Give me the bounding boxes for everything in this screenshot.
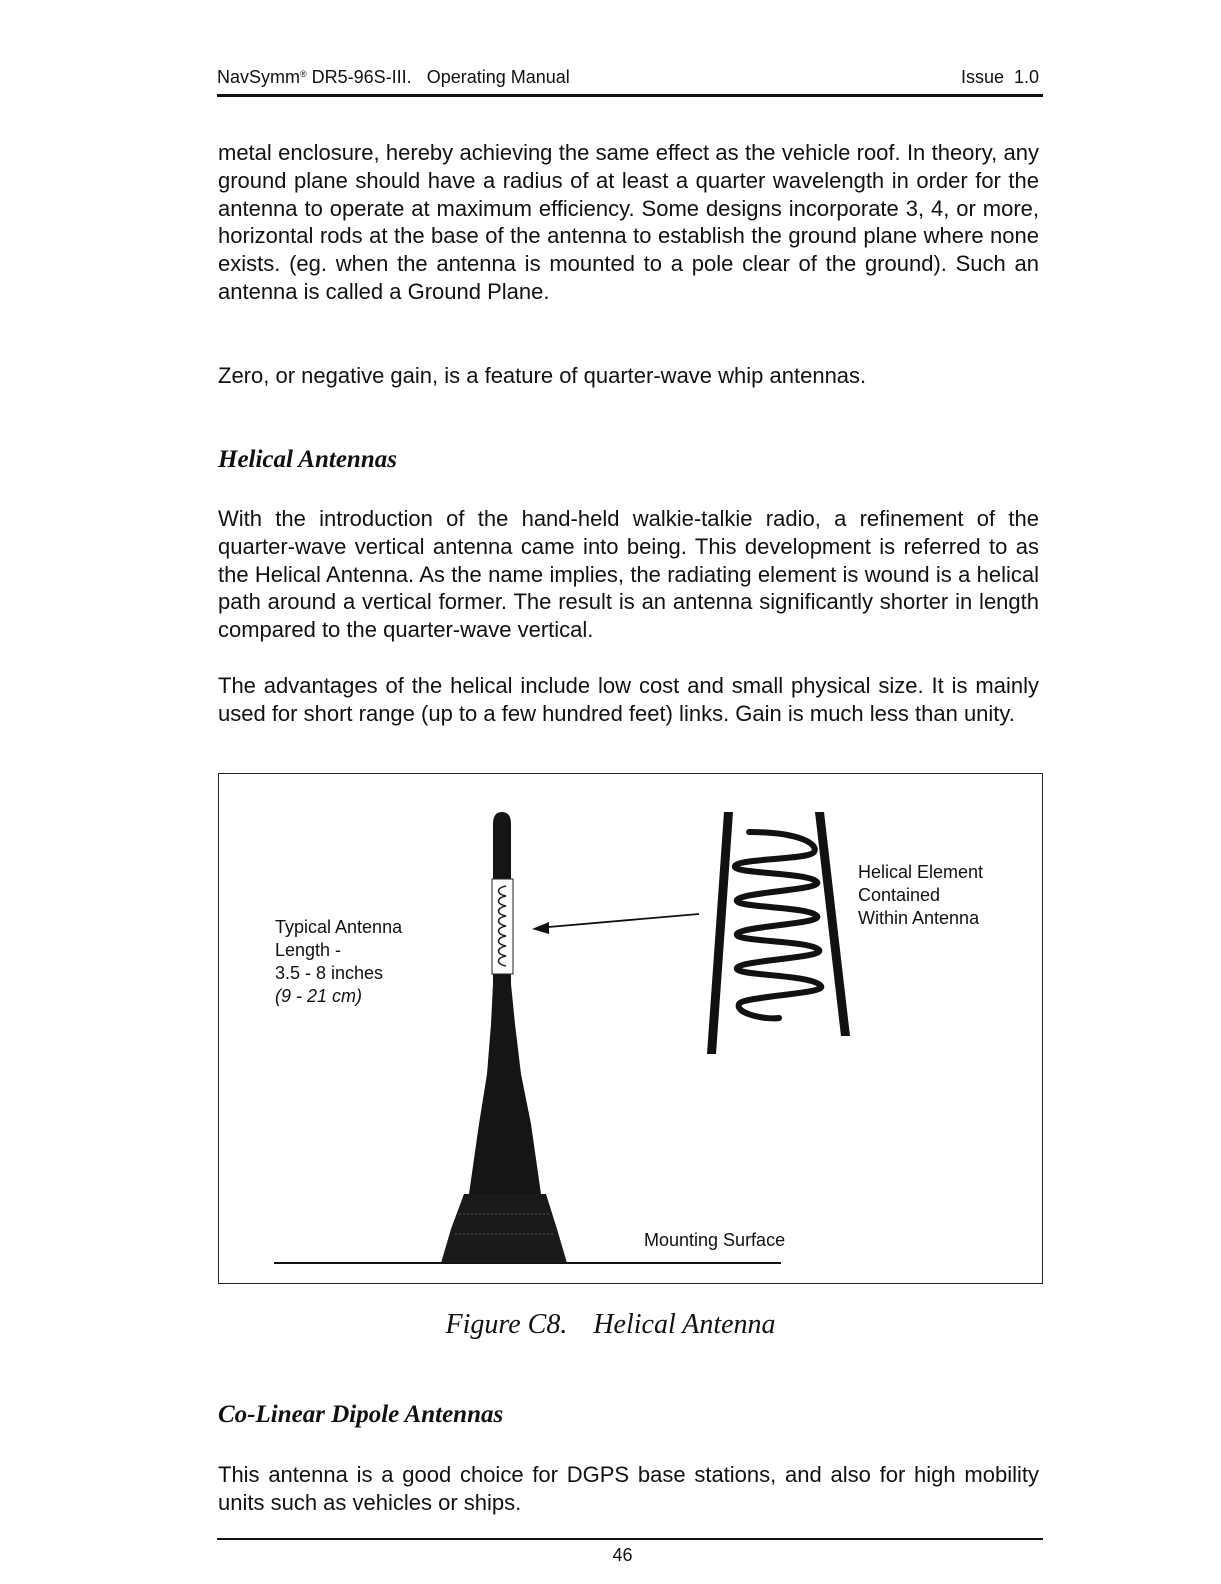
document-title [217,67,570,88]
pointer-arrow-line [537,914,699,928]
heading-helical-antennas: Helical Antennas [218,446,397,473]
antenna-length-label [275,916,402,1008]
former-rod-left [707,812,733,1054]
antenna-base [441,1194,567,1263]
paragraph-helical-advantages: The advantages of the helical include low cost and small physical size. It is mainly used for short range (up to a few hundred feet) links. Gain is much less than unity. [218,673,1039,726]
length-label-line: 3.5 - 8 inches [275,963,384,983]
caption-number: Figure C8. [445,1309,568,1340]
length-label-metric: (9 - 21 cm) [275,986,363,1006]
element-label-line: Helical Element [858,862,984,882]
enlarged-helical-coil [735,832,821,1018]
length-label-line: Length - [275,940,342,960]
paragraph-zero-gain: Zero, or negative gain, is a feature of quarter-wave whip antennas. [218,363,867,388]
length-label-line: Typical Antenna [275,917,403,937]
helical-antenna-diagram [219,774,1044,1285]
heading-colinear-dipole: Co-Linear Dipole Antennas [218,1401,504,1428]
paragraph-colinear-intro: This antenna is a good choice for DGPS base stations, and also for high mobility units such as vehicles or ships. [218,1462,1039,1515]
footer-divider [217,1538,1043,1540]
registered-mark: ® [300,69,307,79]
former-rod-right [815,812,850,1036]
issue-number: Issue 1.0 [960,67,1039,87]
figure-helical-antenna [218,773,1043,1284]
product-name: NavSymm [217,67,301,87]
element-label-line: Within Antenna [858,908,980,928]
paragraph-ground-plane: metal enclosure, hereby achieving the same effect as the vehicle roof. In theory, any ground plane should have a radius of at least a quarter wavelength in order for the antenna to operate at maximum efficiency. Some designs incorporate 3, 4, or more, horizontal rods at the base of the antenna to establish the ground plane where none exists. (eg. when the antenna is mounted to a pole clear of the ground). Such an antenna is called a Ground Plane. [218,140,1039,304]
element-label-line: Contained [858,885,941,905]
figure-caption [0,1309,1221,1341]
page-number: 46 [612,1545,633,1565]
paragraph-helical-intro: With the introduction of the hand-held walkie-talkie radio, a refinement of the quarter-wave vertical antenna came into being. This development is referred to as the Helical Antenna. As the name implies, the radiating element is wound is a helical path around a vertical former. The result is an antenna significantly shorter in length compared to the quarter-wave vertical. [218,506,1039,643]
mounting-surface-label: Mounting Surface [644,1230,786,1250]
helical-element-label [858,861,983,930]
antenna-body [469,984,541,1194]
pointer-arrow-head [532,922,549,934]
caption-title: Helical Antenna [593,1309,776,1340]
model-and-manual: DR5-96S-III. Operating Manual [306,67,570,87]
header-divider [217,94,1043,97]
